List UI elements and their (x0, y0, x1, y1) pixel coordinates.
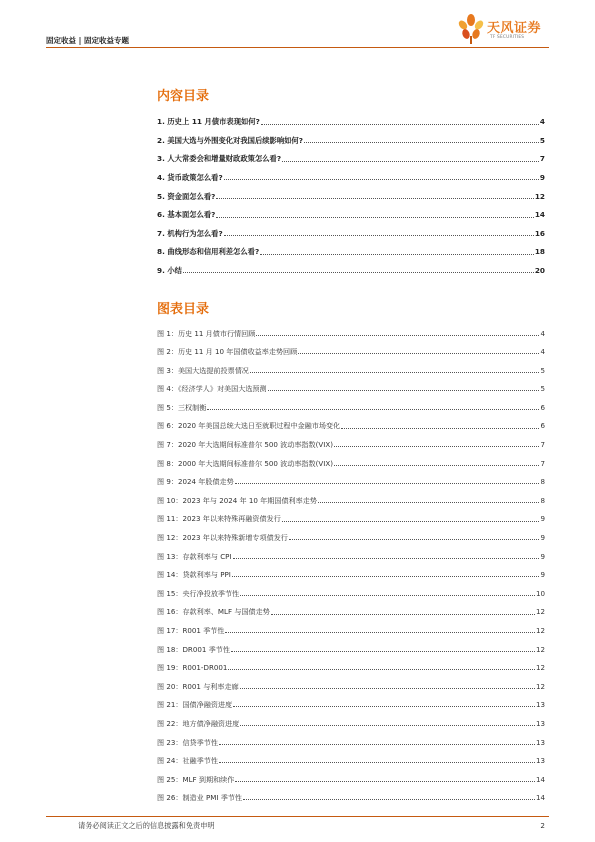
dot-leader (232, 576, 540, 577)
figure-entry[interactable] (157, 430, 545, 449)
figure-entry[interactable] (157, 318, 545, 337)
footer-divider (46, 816, 549, 817)
figure-entry-label: 图 11：2023 年以来特殊再融资债发行 (157, 514, 281, 524)
figure-entry[interactable] (157, 690, 545, 709)
toc-entry-page: 18 (534, 247, 545, 257)
figure-entry-label: 图 4：《经济学人》对美国大选预测 (157, 384, 267, 394)
toc-entry-label: 9. 小结 (157, 266, 182, 276)
figure-entry-page: 9 (540, 570, 545, 580)
dot-leader (235, 781, 535, 782)
dot-leader (243, 799, 535, 800)
toc-entry[interactable] (157, 107, 545, 126)
toc-entry[interactable] (157, 163, 545, 182)
figure-entry-label: 图 2：历史 11 月 10 年国债收益率走势回顾 (157, 347, 298, 357)
figure-entry[interactable] (157, 783, 545, 802)
dot-leader (225, 632, 534, 633)
figure-entry-page: 5 (540, 384, 545, 394)
figure-entry-page: 10 (535, 588, 545, 598)
toc-entry-label: 8. 曲线形态和信用利差怎么看? (157, 247, 260, 257)
figure-entry[interactable] (157, 467, 545, 486)
toc-entry-page: 5 (539, 135, 545, 145)
figure-entry-page: 13 (535, 718, 545, 728)
toc-entry-page: 12 (534, 191, 545, 201)
dot-leader (219, 762, 535, 763)
figure-entry-page: 6 (540, 421, 545, 431)
figure-entry[interactable] (157, 392, 545, 411)
dot-leader (216, 217, 533, 218)
figure-entry-page: 13 (535, 700, 545, 710)
figure-entry[interactable] (157, 764, 545, 783)
figure-entry-page: 12 (535, 644, 545, 654)
toc-entry[interactable] (157, 256, 545, 275)
figure-entry-page: 12 (535, 626, 545, 635)
toc-entry-label: 2. 美国大选与外围变化对我国后续影响如何? (157, 135, 303, 145)
figure-entry-page: 6 (540, 402, 545, 412)
company-logo (457, 13, 547, 46)
figure-entry[interactable] (157, 337, 545, 356)
figure-entry-page: 4 (540, 347, 545, 357)
figure-entry[interactable] (157, 355, 545, 374)
dot-leader (341, 428, 539, 429)
figure-entry-page: 12 (535, 607, 545, 617)
figure-entry-label: 图 23：信贷季节性 (157, 737, 218, 747)
figure-entry-label: 图 9：2024 年股债走势 (157, 477, 234, 487)
dot-leader (334, 446, 540, 447)
toc-entry[interactable] (157, 219, 545, 238)
figure-entry[interactable] (157, 746, 545, 765)
figure-entry-page: 9 (540, 533, 545, 543)
figure-entry[interactable] (157, 523, 545, 542)
dot-leader (216, 198, 533, 199)
figure-entry-label: 图 22：地方债净融资进度 (157, 718, 240, 728)
figure-entry-page: 12 (535, 681, 545, 691)
figure-entry-label: 图 7：2020 年大选期间标准普尔 500 波动率指数(VIX) (157, 440, 333, 450)
dot-leader (260, 254, 534, 255)
dot-leader (261, 124, 539, 125)
dot-leader (318, 502, 540, 503)
figure-entry[interactable] (157, 485, 545, 504)
dot-leader (240, 595, 535, 596)
contents-list (157, 107, 545, 274)
figure-entry[interactable] (157, 448, 545, 467)
figure-entry[interactable] (157, 597, 545, 616)
figure-entry[interactable] (157, 560, 545, 579)
figure-entry-label: 图 5：三权制衡 (157, 402, 207, 412)
dot-leader (282, 521, 540, 522)
figure-entry[interactable] (157, 653, 545, 672)
dot-leader (240, 688, 535, 689)
figure-entry-label: 图 6：2020 年美国总统大选日至就职过程中金融市场变化 (157, 421, 341, 431)
flower-logo-icon (457, 13, 487, 45)
figure-entry-page: 8 (540, 477, 545, 487)
figure-entry-label: 图 13：存款利率与 CPI (157, 551, 232, 561)
figure-entry-page: 14 (535, 774, 545, 784)
toc-entry-page: 7 (539, 154, 545, 164)
toc-entry-page: 20 (534, 266, 545, 276)
figure-entry-label: 图 17：R001 季节性 (157, 626, 225, 635)
dot-leader (304, 142, 539, 143)
dot-leader (289, 539, 540, 540)
dot-leader (298, 353, 539, 354)
figure-entry[interactable] (157, 616, 545, 635)
logo-chinese-name: 天风证券 (487, 21, 542, 36)
toc-entry[interactable] (157, 237, 545, 256)
figure-entry[interactable] (157, 578, 545, 597)
figure-entry-page: 12 (535, 663, 545, 673)
figure-entry-label: 图 26：制造业 PMI 季节性 (157, 793, 243, 803)
dot-leader (228, 669, 535, 670)
toc-entry-label: 3. 人大常委会和增量财政政策怎么看? (157, 154, 282, 164)
figure-entry[interactable] (157, 374, 545, 393)
figure-entry-label: 图 15：央行净投放季节性 (157, 588, 240, 598)
figure-entry-label: 图 1：历史 11 月债市行情回顾 (157, 328, 256, 338)
header-section-label: 固定收益 | 固定收益专题 (46, 36, 129, 45)
dot-leader (233, 706, 535, 707)
figure-entry-label: 图 18：DR001 季节性 (157, 644, 230, 654)
dot-leader (271, 614, 535, 615)
figure-entry-page: 8 (540, 495, 545, 505)
dot-leader (235, 483, 540, 484)
dot-leader (282, 161, 539, 162)
figure-entry-page: 13 (535, 737, 545, 747)
toc-entry-label: 5. 资金面怎么看? (157, 191, 216, 201)
toc-entry-label: 1. 历史上 11 月债市表现如何? (157, 117, 260, 127)
figures-list (157, 318, 545, 801)
header-divider (46, 47, 549, 48)
figure-entry-label: 图 24：社融季节性 (157, 756, 218, 766)
figure-entry[interactable] (157, 411, 545, 430)
toc-entry[interactable] (157, 126, 545, 145)
toc-entry-page: 14 (534, 210, 545, 220)
toc-entry-label: 6. 基本面怎么看? (157, 210, 216, 220)
dot-leader (268, 390, 540, 391)
figure-entry-page: 5 (540, 365, 545, 375)
figure-entry-page: 7 (540, 458, 545, 468)
toc-entry-label: 7. 机构行为怎么看? (157, 228, 223, 238)
toc-entry-page: 16 (534, 228, 545, 238)
figure-entry-label: 图 14：贷款利率与 PPI (157, 570, 231, 580)
dot-leader (231, 651, 535, 652)
figure-entry[interactable] (157, 504, 545, 523)
logo-english-name: TF SECURITIES (490, 35, 525, 40)
dot-leader (250, 372, 540, 373)
figure-entry-label: 图 21：国债净融资进度 (157, 700, 233, 710)
toc-entry-label: 4. 货币政策怎么看? (157, 173, 223, 183)
footer-disclaimer: 请务必阅读正文之后的信息披露和免责申明 (78, 821, 215, 830)
toc-entry[interactable] (157, 200, 545, 219)
dot-leader (240, 725, 535, 726)
figures-title: 图表目录 (157, 302, 210, 317)
dot-leader (233, 558, 540, 559)
figure-entry-label: 图 8：2000 年大选期间标准普尔 500 波动率指数(VIX) (157, 458, 333, 468)
figure-entry[interactable] (157, 708, 545, 727)
figure-entry[interactable] (157, 671, 545, 690)
figure-entry-page: 9 (540, 551, 545, 561)
toc-entry-page: 4 (539, 117, 545, 127)
figure-entry[interactable] (157, 541, 545, 560)
contents-title: 内容目录 (157, 89, 210, 104)
figure-entry-page: 4 (540, 328, 545, 338)
figure-entry-label: 图 10：2023 年与 2024 年 10 年期国债利率走势 (157, 495, 317, 505)
dot-leader (219, 744, 535, 745)
dot-leader (183, 272, 534, 273)
page-number: 2 (540, 821, 545, 830)
figure-entry-page: 9 (540, 514, 545, 524)
dot-leader (334, 465, 540, 466)
figure-entry-label: 图 25：MLF 到期和续作 (157, 774, 235, 784)
toc-entry-page: 9 (539, 173, 545, 183)
figure-entry-label: 图 19：R001-DR001 (157, 663, 228, 673)
figure-entry-page: 14 (535, 793, 545, 803)
figure-entry[interactable] (157, 634, 545, 653)
toc-entry[interactable] (157, 181, 545, 200)
figure-entry-page: 7 (540, 440, 545, 450)
figure-entry[interactable] (157, 727, 545, 746)
toc-entry[interactable] (157, 144, 545, 163)
dot-leader (256, 335, 539, 336)
dot-leader (224, 179, 539, 180)
figure-entry-label: 图 12：2023 年以来特殊新增专项债发行 (157, 533, 288, 543)
dot-leader (224, 235, 534, 236)
dot-leader (207, 409, 539, 410)
figure-entry-label: 图 16：存款利率、MLF 与国债走势 (157, 607, 270, 617)
figure-entry-label: 图 20：R001 与利率走廊 (157, 681, 239, 691)
figure-entry-page: 13 (535, 756, 545, 766)
figure-entry-label: 图 3：美国大选提前投票情况 (157, 365, 249, 375)
